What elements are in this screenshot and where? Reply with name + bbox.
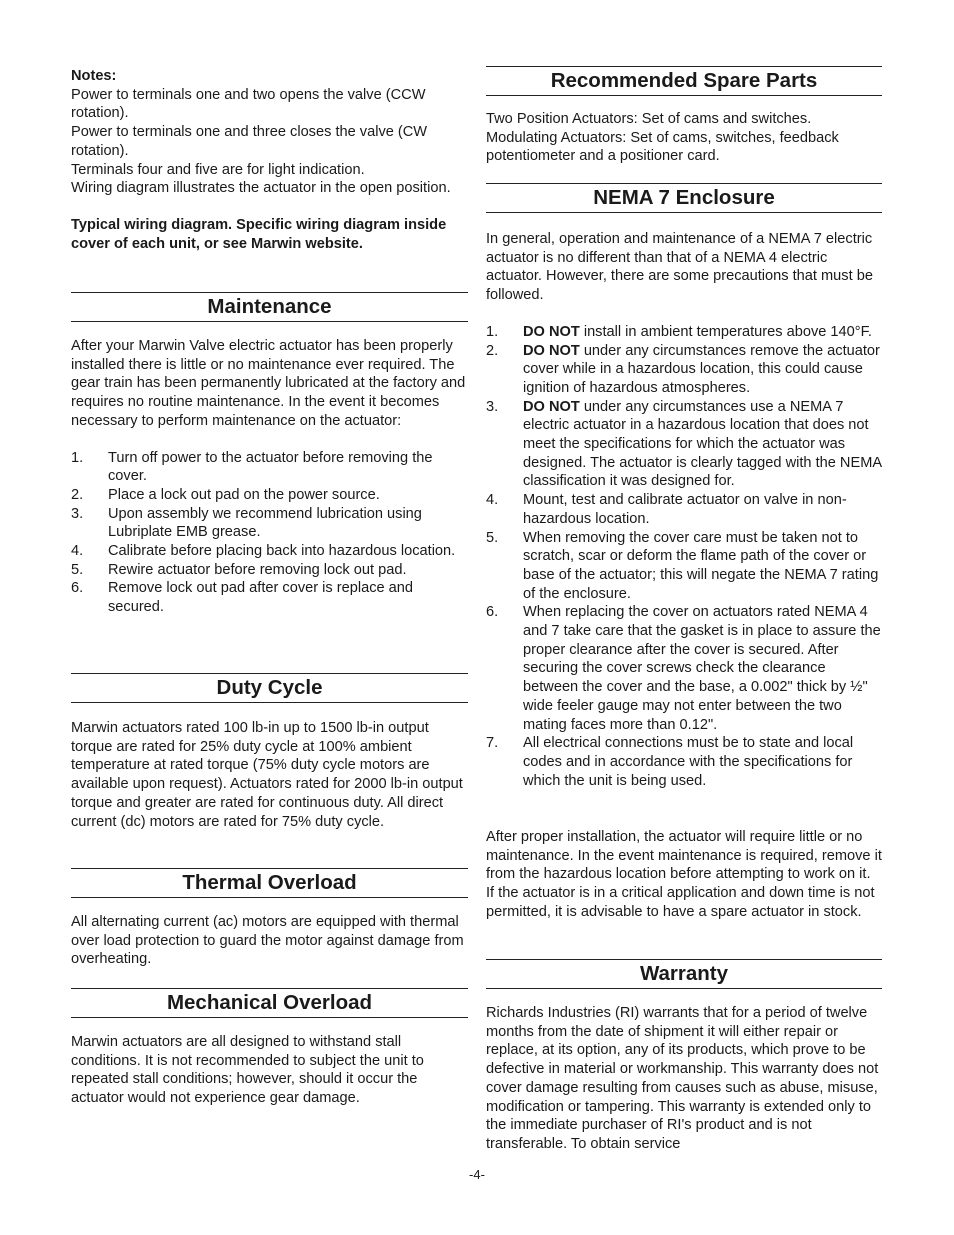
list-item: 1. Turn off power to the actuator before removing the cover. xyxy=(71,449,433,485)
thermal-overload-heading: Thermal Overload xyxy=(71,868,468,898)
list-item: 3. DO NOT under any circumstances use a NEMA 7 electric actuator in a hazardous location that does not meet the specifications for which the actuator was designed. The actuator is clearly tagged with the NEMA classification it was designed for. xyxy=(486,398,882,490)
list-item: 6. Remove lock out pad after cover is replace and secured. xyxy=(71,580,414,616)
spare-parts-section xyxy=(486,110,882,166)
thermal-overload-text: All alternating current (ac) motors are equipped with thermal over load protection to guard the motor against damage from overheating. xyxy=(71,914,464,968)
nema7-closing: After proper installation, the actuator will require little or no maintenance. In the event maintenance is required, remove it from the hazardous location before attempting to work on it. If the actuator is in a critical application and down time is not permitted, it is advisable to have a spare actuator in stock. xyxy=(486,829,882,920)
nema7-section xyxy=(486,230,882,790)
list-item: 2. Place a lock out pad on the power source. xyxy=(71,486,380,503)
spare-parts-heading: Recommended Spare Parts xyxy=(486,66,882,96)
list-item: 5. Rewire actuator before removing lock out pad. xyxy=(71,561,407,578)
list-item: 1. DO NOT install in ambient temperatures above 140°F. xyxy=(486,323,872,340)
notes-line: Wiring diagram illustrates the actuator in the open position. xyxy=(71,180,451,197)
spare-parts-line: Two Position Actuators: Set of cams and switches. xyxy=(486,111,812,127)
page-number: -4- xyxy=(469,1167,485,1182)
wiring-note: Typical wiring diagram. Specific wiring diagram inside cover of each unit, or see Marwin website. xyxy=(71,216,447,252)
maintenance-heading: Maintenance xyxy=(71,292,468,322)
list-item: 5. When removing the cover care must be taken not to scratch, scar or deform the flame path of the cover or base of the actuator; this will negate the NEMA 7 rating of the enclosure. xyxy=(486,529,879,602)
maintenance-intro: After your Marwin Valve electric actuator has been properly installed there is little or no maintenance ever required. The gear train has been permanently lubricated at the factory and requires no routine maintenance. In the event it becomes necessary to perform maintenance on the actuator: xyxy=(71,338,466,429)
nema7-intro: In general, operation and maintenance of a NEMA 7 electric actuator is no different than that of a NEMA 4 electric actuator. However, there are some precautions that must be followed. xyxy=(486,231,873,304)
maintenance-section xyxy=(71,337,468,617)
nema7-heading: NEMA 7 Enclosure xyxy=(486,183,882,213)
list-item: 6. When replacing the cover on actuators rated NEMA 4 and 7 take care that the gasket is in place to assure the proper clearance after the cover is secured. After securing the cover screws check the clearance between the cover and the base, a 0.002" thick by ½" wide feeler gauge may not enter between the two mating faces more than 0.12". xyxy=(486,604,881,733)
list-item: 2. DO NOT under any circumstances remove the actuator cover while in a hazardous location, this could cause ignition of hazardous atmospheres. xyxy=(486,342,880,396)
spare-parts-line: Modulating Actuators: Set of cams, switches, feedback potentiometer and a positioner card. xyxy=(486,129,839,165)
maintenance-steps xyxy=(71,449,468,617)
notes-line: Power to terminals one and three closes the valve (CW rotation). xyxy=(71,124,428,159)
notes-line: Power to terminals one and two opens the valve (CCW rotation). xyxy=(71,86,426,122)
list-item: 4. Mount, test and calibrate actuator on valve in non-hazardous location. xyxy=(486,492,847,527)
nema7-precautions xyxy=(486,323,882,791)
warranty-heading: Warranty xyxy=(486,959,882,989)
notes-section xyxy=(71,67,468,253)
mechanical-overload-heading: Mechanical Overload xyxy=(71,988,468,1018)
warranty-text: Richards Industries (RI) warrants that for a period of twelve months from the date of shipment it will either repair or replace, at its option, any of its products, which prove to be defective in material or workmanship. This warranty does not cover damage resulting from causes such as abuse, misuse, modification or tampering. This warranty is extended only to the immediate purchaser of RI's product and is not transferable. To obtain service xyxy=(486,1005,879,1152)
duty-cycle-heading: Duty Cycle xyxy=(71,673,468,703)
notes-heading: Notes: xyxy=(71,68,117,84)
list-item: 3. Upon assembly we recommend lubrication using Lubriplate EMB grease. xyxy=(71,505,422,541)
list-item: 4. Calibrate before placing back into hazardous location. xyxy=(71,543,456,560)
duty-cycle-text: Marwin actuators rated 100 lb-in up to 1500 lb-in output torque are rated for 25% duty cycle at 100% ambient temperature at rated torque (75% duty cycle motors are available upon request). Actuators rated for 2000 lb-in output torque and greater are rated for continuous duty. All direct current (dc) motors are rated for 75% duty cycle. xyxy=(71,720,463,830)
mechanical-overload-text: Marwin actuators are all designed to withstand stall conditions. It is not recommended to subject the unit to repeated stall conditions; however, should it occur the actuator would not experience gear damage. xyxy=(71,1034,424,1107)
list-item: 7. All electrical connections must be to state and local codes and in accordance with the specifications for which the unit is being used. xyxy=(486,735,854,789)
notes-line: Terminals four and five are for light indication. xyxy=(71,161,365,178)
